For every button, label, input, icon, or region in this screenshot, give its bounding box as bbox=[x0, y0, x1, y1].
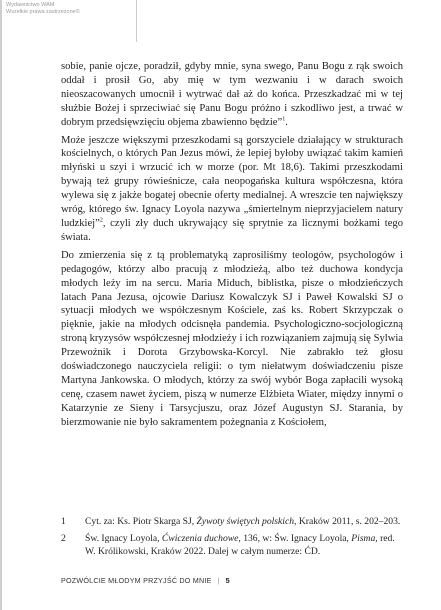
running-title: POZWÓLCIE MŁODYM PRZYJŚĆ DO MNIE bbox=[61, 576, 212, 585]
paragraph: Może jeszcze większymi przeszkodami są gorszyciele działający w strukturach kościelnych, o których Pan Jezus mówi, że lepiej byłoby uwiązać takim kamień młyński u szyi i wrzucić ich w morze (por. Mt 18,6). Takimi przeszkodami bywają też grupy rówieśnicze, cała neopogańska kultura współczesna, która wylewa się z jakże bogatej obecnie oferty medialnej. A wreszcie ten największy wróg, którego św. Ignacy Loyola nazywa „śmiertelnym nieprzyjacielem natury ludzkiej”$^2$, czyli zły duch ukrywający się sprytnie za licznymi bożkami tego świata. bbox=[61, 134, 403, 243]
footnote bbox=[61, 515, 403, 529]
header-divider bbox=[136, 0, 137, 42]
footnote-ref[interactable]: 2 bbox=[99, 217, 103, 224]
footnote-text: Św. Ignacy Loyola, Ćwiczenia duchowe, 136, w: Św. Ignacy Loyola, Pisma, red. W. Królikowski, Kraków 2022. Dalej w całym numerze: ĆD. bbox=[85, 532, 395, 557]
footnote-ref[interactable]: 1 bbox=[282, 116, 286, 123]
copyright-notice: Wszelkie prawa zastrzeżone© bbox=[6, 9, 80, 15]
publisher-notice bbox=[6, 2, 80, 16]
footer-separator: | bbox=[217, 576, 220, 585]
footnote-number: 2 bbox=[61, 532, 66, 544]
page-edge-strip bbox=[0, 0, 2, 610]
footnote-number: 1 bbox=[61, 516, 66, 527]
page-footer bbox=[61, 576, 230, 585]
footnote-text: Cyt. za: Ks. Piotr Skarga SJ, Żywoty świętych polskich, Kraków 2011, s. 202–203. bbox=[85, 516, 401, 527]
paragraph: Do zmierzenia się z tą problematyką zaprosiliśmy teologów, psychologów i pedagogów, którzy albo pracują z młodzieżą, albo też duchowa kondycja młodych leży im na sercu. Maria Miduch, biblistka, pisze o młodzieńczych latach Pana Jezusa, ojcowie Dariusz Kowalczyk SJ i Paweł Kowalski SJ o sytuacji młodych we współczesnym Kościele, zaś ks. Robert Skrzypczak o pięknie, jakie na młodych odcisnęła pandemia. Psychologiczno-socjologiczną stroną kryzysów współczesnej młodzieży i ich rozwiązaniem zajmują się Sylwia Przewoźnik i Dorota Grzybowska-Korcyl. Nie zabrakło też głosu doświadczonego nauczyciela religii: o tym niełatwym doświadczeniu pisze Martyna Jankowska. O młodych, którzy za swój wybór Boga zapłacili wysoką cenę, czasem nawet życiem, piszą w numerze Elżbieta Wiater, między innymi o Katarzynie ze Sieny i Tarsycjuszu, oraz Józef Augustyn SJ. Starania, by bierzmowanie nie było sakramentem pożegnania z Kościołem, bbox=[61, 249, 403, 428]
footnote bbox=[61, 532, 403, 559]
footnotes bbox=[61, 515, 403, 562]
main-text bbox=[61, 60, 403, 434]
page-number: 5 bbox=[225, 576, 230, 585]
publisher-name: Wydawnictwo WAM bbox=[6, 2, 55, 8]
paragraph: sobie, panie ojcze, poradził, gdyby mnie, syna swego, Panu Bogu z rąk swoich oddał i prosił Go, aby mię w tym wezwaniu i w darach swoich nieoszacowanych umocnił i wytrwać dał aż do końca. Przeszkadzać mi w tej służbie Bożej i sprzeciwiać się Panu Bogu próżno i szkodliwo jest, a trwać w dobrym przedsięwzięciu objema zbawienno będzie”$^1$. bbox=[61, 61, 403, 128]
